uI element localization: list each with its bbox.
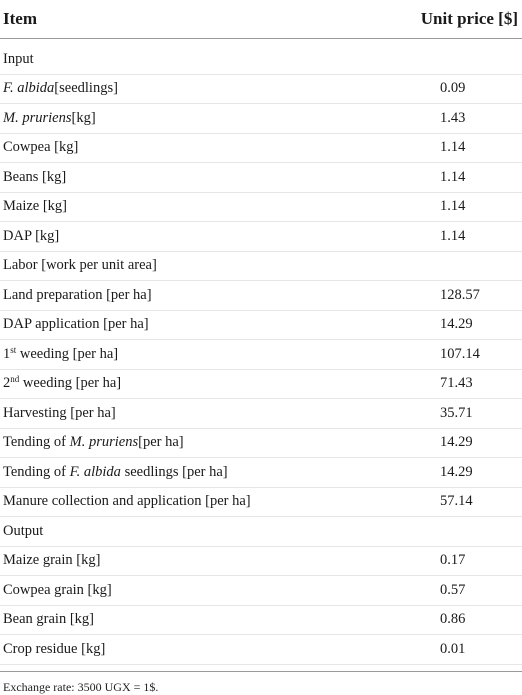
- table-row: [0, 163, 522, 193]
- table-row: [0, 576, 522, 606]
- row-label: Output: [3, 522, 44, 539]
- row-unit-price: 0.01: [440, 640, 466, 657]
- header-unit-price: Unit price [$]: [420, 9, 518, 28]
- row-unit-price: 0.86: [440, 611, 466, 628]
- table-row: [0, 193, 522, 223]
- row-label: DAP [kg]: [3, 227, 60, 244]
- table-row: [0, 488, 522, 518]
- row-unit-price: 1.14: [440, 139, 466, 156]
- row-label: Harvesting [per ha]: [3, 404, 116, 421]
- row-unit-price: 1.14: [440, 168, 466, 185]
- row-label: Cowpea grain [kg]: [3, 581, 112, 598]
- table-row: [0, 399, 522, 429]
- section-row: [0, 252, 522, 282]
- table-bottom-divider: [0, 671, 522, 672]
- table-body: [0, 45, 522, 665]
- row-label: Tending of M. pruriens[per ha]: [3, 434, 184, 451]
- row-unit-price: 107.14: [440, 345, 480, 362]
- row-label: Bean grain [kg]: [3, 611, 94, 628]
- table-row: [0, 340, 522, 370]
- row-label: DAP application [per ha]: [3, 316, 149, 333]
- row-unit-price: 14.29: [440, 434, 473, 451]
- table-row: [0, 75, 522, 105]
- row-unit-price: 1.43: [440, 109, 466, 126]
- table-header: [0, 0, 522, 39]
- row-unit-price: 35.71: [440, 404, 473, 421]
- header-item: Item: [3, 9, 37, 28]
- row-unit-price: 0.17: [440, 552, 466, 569]
- row-label: Labor [work per unit area]: [3, 257, 157, 274]
- row-label: Input: [3, 50, 34, 67]
- row-unit-price: 0.57: [440, 581, 466, 598]
- row-label: 2nd weeding [per ha]: [3, 374, 122, 392]
- row-label: Maize grain [kg]: [3, 552, 101, 569]
- row-label: Tending of F. albida seedlings [per ha]: [3, 463, 228, 480]
- table-row: [0, 222, 522, 252]
- footnote: Exchange rate: 3500 UGX = 1$.: [3, 679, 159, 694]
- row-label: Manure collection and application [per ha]: [3, 493, 251, 510]
- table-row: [0, 547, 522, 577]
- row-unit-price: 1.14: [440, 198, 466, 215]
- row-unit-price: 71.43: [440, 375, 473, 392]
- row-label: M. pruriens[kg]: [3, 109, 96, 126]
- row-label: Cowpea [kg]: [3, 139, 79, 156]
- table-row: [0, 311, 522, 341]
- table-row: [0, 134, 522, 164]
- row-label: Land preparation [per ha]: [3, 286, 152, 303]
- table-row: [0, 429, 522, 459]
- row-label: Crop residue [kg]: [3, 640, 106, 657]
- table-row: [0, 281, 522, 311]
- table-row: [0, 104, 522, 134]
- table-row: [0, 635, 522, 665]
- row-unit-price: 14.29: [440, 463, 473, 480]
- table-row: [0, 370, 522, 400]
- table-row: [0, 606, 522, 636]
- row-unit-price: 57.14: [440, 493, 473, 510]
- table-row: [0, 458, 522, 488]
- row-unit-price: 128.57: [440, 286, 480, 303]
- row-label: 1st weeding [per ha]: [3, 344, 119, 362]
- row-unit-price: 0.09: [440, 80, 466, 97]
- row-label: Maize [kg]: [3, 198, 68, 215]
- row-unit-price: 14.29: [440, 316, 473, 333]
- section-row: [0, 45, 522, 75]
- row-label: F. albida[seedlings]: [3, 80, 118, 97]
- section-row: [0, 517, 522, 547]
- row-label: Beans [kg]: [3, 168, 67, 185]
- row-unit-price: 1.14: [440, 227, 466, 244]
